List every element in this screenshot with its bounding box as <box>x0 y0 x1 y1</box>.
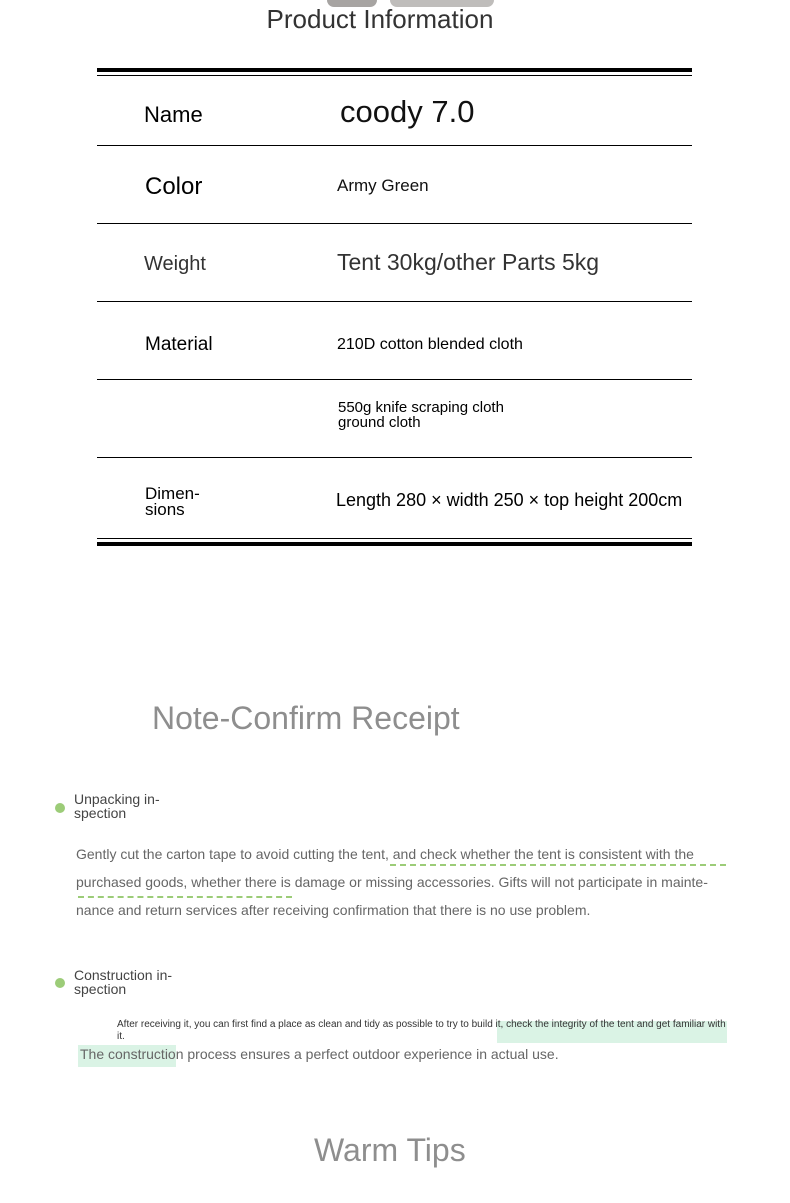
row-key: Weight <box>144 253 206 275</box>
table-top-rule <box>97 68 692 76</box>
row-value: Army Green <box>337 176 429 195</box>
row-value: Tent 30kg/other Parts 5kg <box>337 249 600 275</box>
table-bottom-rule <box>97 538 692 546</box>
construction-label: Construction in-spection <box>74 967 173 997</box>
row-value: Length 280 × width 250 × top height 200cm <box>336 490 683 510</box>
table-row <box>97 380 692 458</box>
product-info-table <box>97 68 692 546</box>
construction-text: The construction process ensures a perfect outdoor experience in actual use. <box>80 1046 559 1062</box>
unpacking-label: Unpacking in-spection <box>74 791 160 821</box>
table-row <box>97 302 692 380</box>
table-row <box>97 224 692 302</box>
unpacking-text: Gently cut the carton tape to avoid cutting the tent, and check whether the tent is consistent with the purchased goods, whether there is damage or missing accessories. Gifts will not participate in mainte-nance and return services after receiving confirmation that there is no use problem. <box>76 846 708 918</box>
row-value: 550g knife scraping cloth ground cloth <box>338 399 504 431</box>
row-key: Material <box>145 334 213 355</box>
note-confirm-title: Note-Confirm Receipt <box>152 700 460 736</box>
table-row <box>97 458 692 538</box>
product-info-title: Product Information <box>266 4 494 34</box>
table-row <box>97 146 692 224</box>
row-key: Name <box>144 102 203 127</box>
construction-small-text: After receiving it, you can first find a place as clean and tidy as possible to try to build it, check the integrity of the tent and get familiar with it. <box>117 1019 726 1042</box>
row-value: 210D cotton blended cloth <box>337 336 523 353</box>
table-row <box>97 76 692 146</box>
bullet-dot-icon <box>55 978 65 988</box>
row-value: coody 7.0 <box>340 94 475 129</box>
bullet-dot-icon <box>55 803 65 813</box>
row-key: Color <box>145 173 203 200</box>
warm-tips-title: Warm Tips <box>314 1132 466 1168</box>
row-key: Dimen-sions <box>145 484 200 519</box>
